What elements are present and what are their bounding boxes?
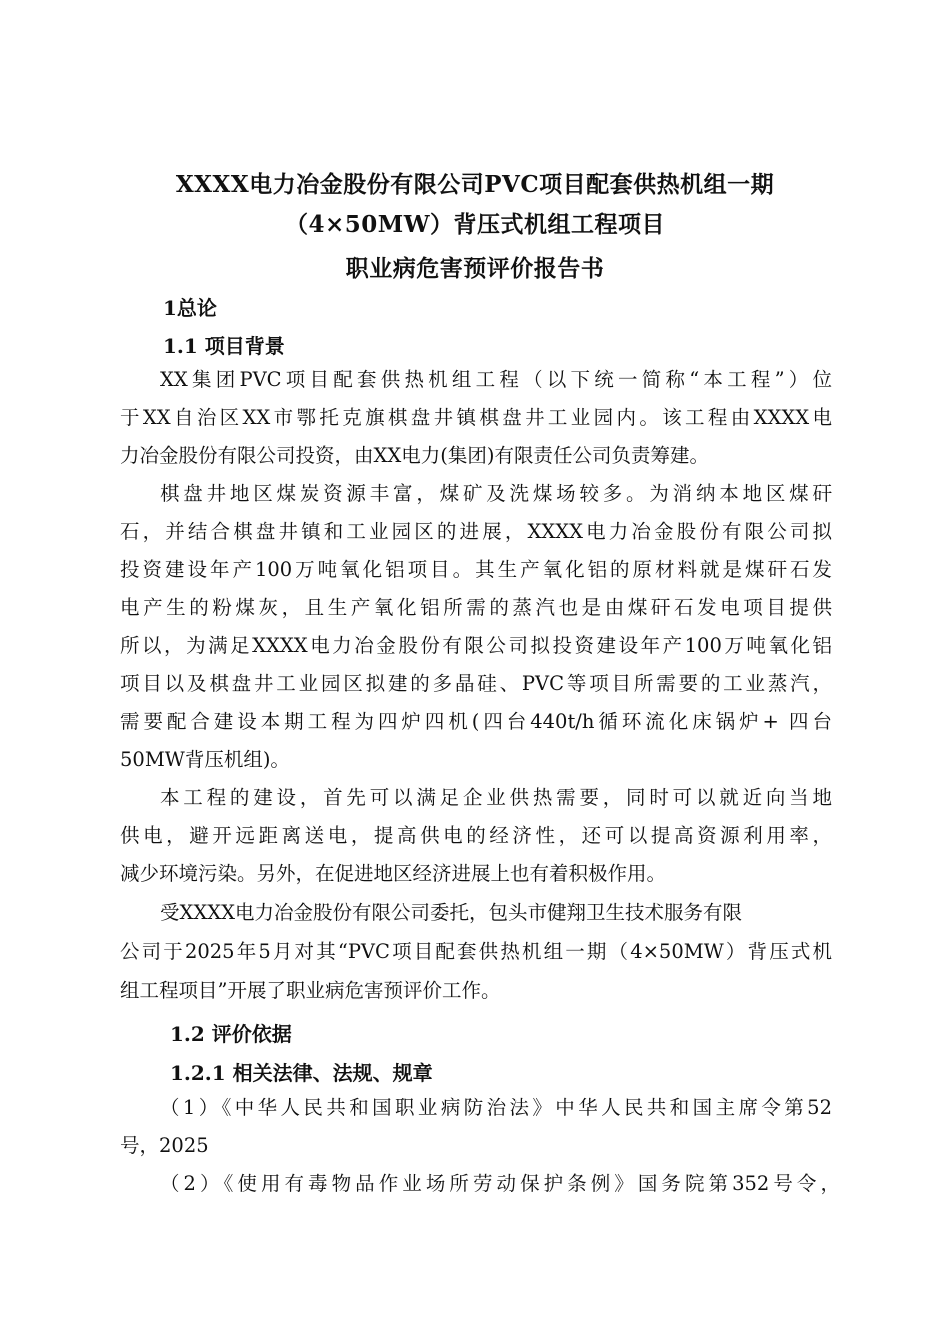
document-title-line-2: （4×50MW）背压式机组工程项目 xyxy=(284,211,666,238)
section-heading-1-2: 1.2 评价依据 xyxy=(170,1022,292,1046)
regulation-item-2-line-1: （2）《使用有毒物品作业场所劳动保护条例》国务院第352号令， xyxy=(160,1172,840,1195)
paragraph-2-line-5: 所以，为满足XXXX电力冶金股份有限公司拟投资建设年产100万吨氧化铝 xyxy=(120,634,832,657)
paragraph-3-line-1: 本工程的建设，首先可以满足企业供热需要，同时可以就近向当地 xyxy=(160,786,832,809)
regulation-item-1-line-2: 号，2025 xyxy=(120,1134,209,1157)
paragraph-2-line-7: 需要配合建设本期工程为四炉四机(四台440t/h循环流化床锅炉+ 四台 xyxy=(120,710,832,733)
paragraph-4-line-3: 组工程项目”开展了职业病危害预评价工作。 xyxy=(120,979,501,1002)
section-heading-1: 1总论 xyxy=(163,296,217,320)
paragraph-1-line-1: XX集团PVC项目配套供热机组工程（以下统一简称“本工程”）位 xyxy=(160,368,832,391)
document-title-line-3: 职业病危害预评价报告书 xyxy=(345,255,605,282)
paragraph-1-line-3: 力冶金股份有限公司投资，由XX电力(集团)有限责任公司负责筹建。 xyxy=(120,444,709,467)
paragraph-2-line-8: 50MW背压机组)。 xyxy=(120,748,290,771)
paragraph-2-line-4: 电产生的粉煤灰，且生产氧化铝所需的蒸汽也是由煤矸石发电项目提供 xyxy=(120,596,832,619)
paragraph-2-line-2: 石，并结合棋盘井镇和工业园区的进展，XXXX电力冶金股份有限公司拟 xyxy=(120,520,832,543)
paragraph-4-line-2: 公司于2025年5月对其“PVC项目配套供热机组一期（4×50MW）背压式机 xyxy=(120,940,832,963)
section-heading-1-1: 1.1 项目背景 xyxy=(163,334,285,358)
paragraph-2-line-3: 投资建设年产100万吨氧化铝项目。其生产氧化铝的原材料就是煤矸石发 xyxy=(120,558,832,581)
regulation-item-1-line-1: （1）《中华人民共和国职业病防治法》中华人民共和国主席令第52 xyxy=(160,1096,832,1119)
paragraph-3-line-3: 减少环境污染。另外，在促进地区经济进展上也有着积极作用。 xyxy=(120,862,667,885)
paragraph-3-line-2: 供电，避开远距离送电，提高供电的经济性，还可以提高资源利用率， xyxy=(120,824,832,847)
section-heading-1-2-1: 1.2.1 相关法律、法规、规章 xyxy=(170,1061,433,1085)
paragraph-1-line-2: 于XX自治区XX市鄂托克旗棋盘井镇棋盘井工业园内。该工程由XXXX电 xyxy=(120,406,832,429)
document-title-line-1: XXXX电力冶金股份有限公司PVC项目配套供热机组一期 xyxy=(175,171,775,198)
paragraph-2-line-6: 项目以及棋盘井工业园区拟建的多晶硅、PVC等项目所需要的工业蒸汽， xyxy=(120,672,832,695)
paragraph-4-line-1: 受XXXX电力冶金股份有限公司委托，包头市健翔卫生技术服务有限 xyxy=(160,901,743,924)
paragraph-2-line-1: 棋盘井地区煤炭资源丰富，煤矿及洗煤场较多。为消纳本地区煤矸 xyxy=(160,482,832,505)
